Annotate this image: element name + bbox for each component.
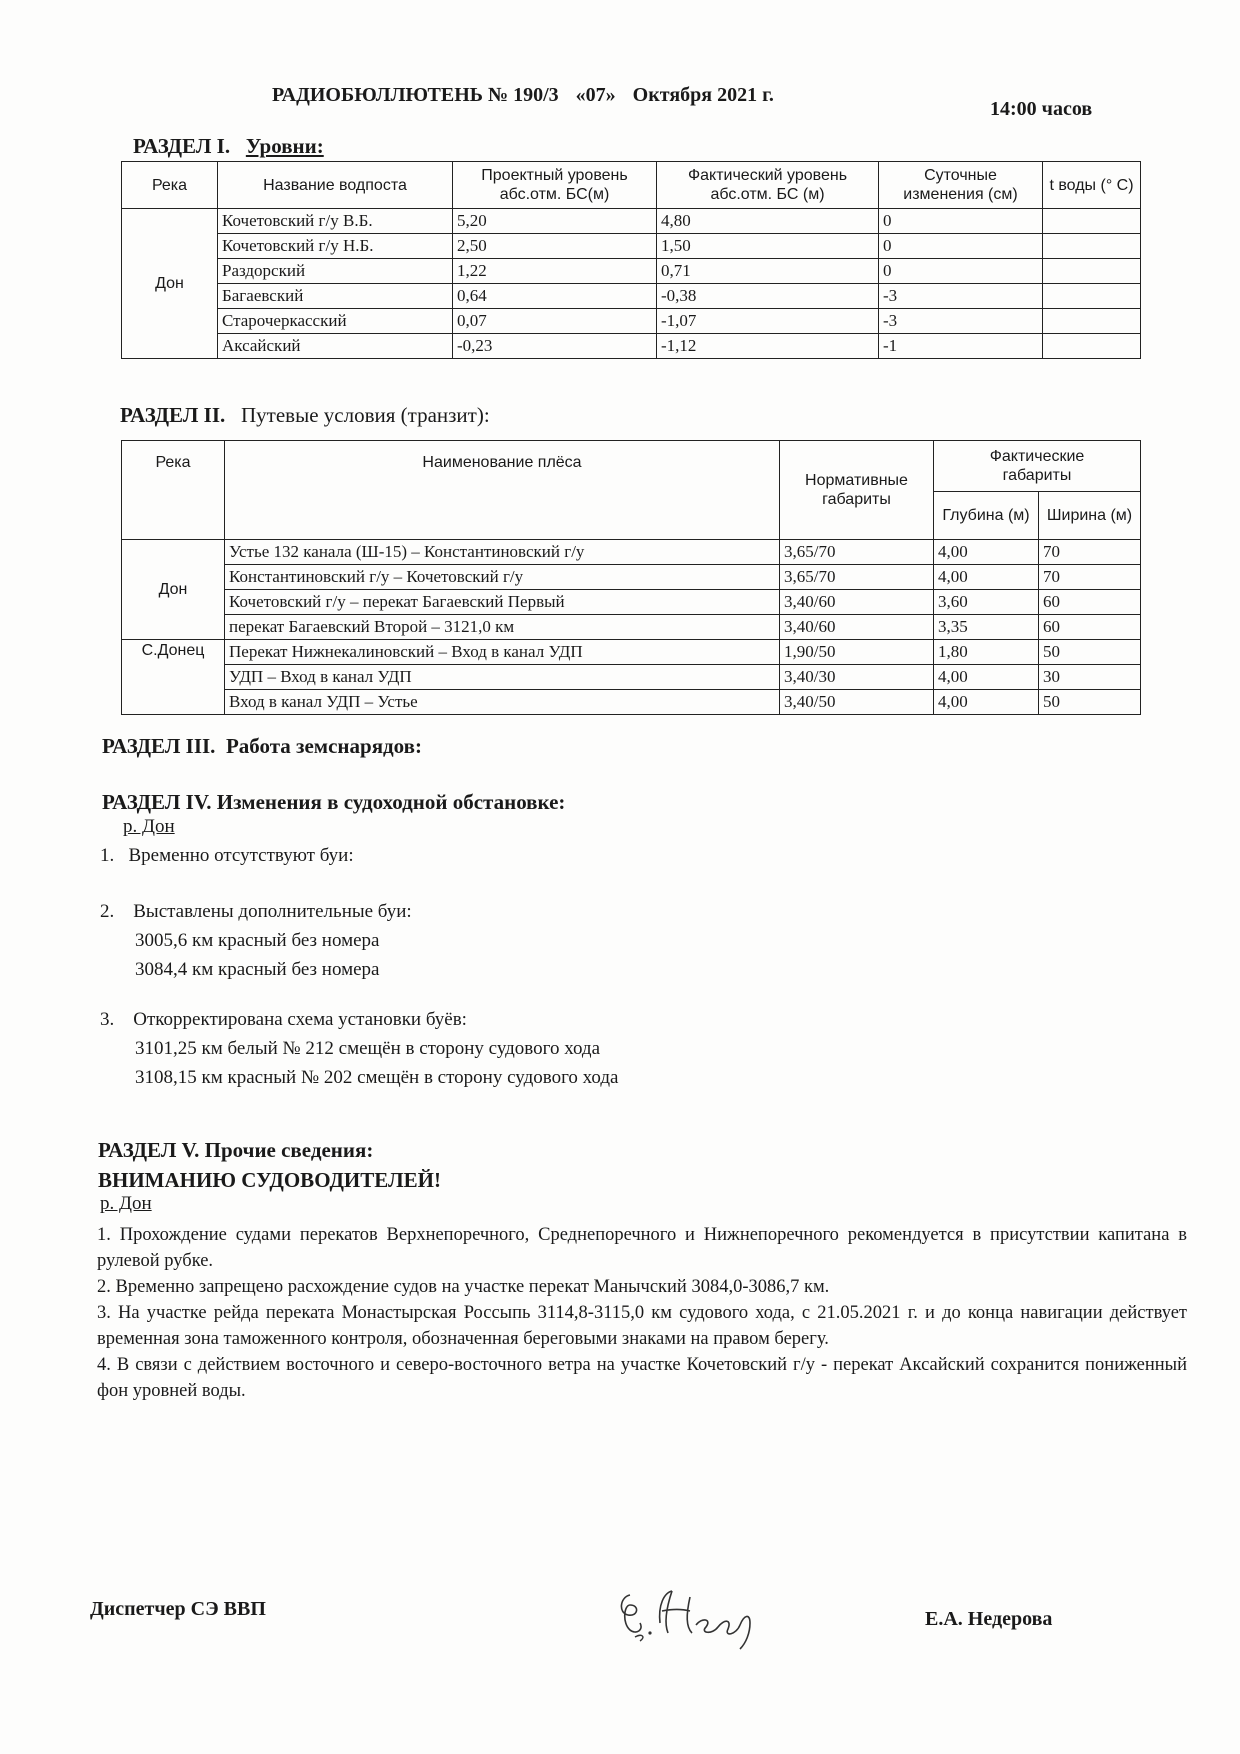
daily-change: -3 — [879, 284, 1043, 309]
bulletin-time: 14:00 часов — [990, 98, 1093, 120]
table-row — [122, 309, 1141, 334]
daily-change: 0 — [879, 259, 1043, 284]
table-row — [122, 690, 1141, 715]
transit-table — [121, 440, 1141, 715]
dispatcher-name: Е.А. Недерова — [925, 1608, 1053, 1630]
stretch-name: перекат Багаевский Второй – 3121,0 км — [225, 615, 780, 640]
norm-dims: 1,90/50 — [780, 640, 934, 665]
daily-change: -3 — [879, 309, 1043, 334]
transit-header-stretch: Наименование плёса — [225, 441, 780, 540]
actual-width: 70 — [1039, 565, 1141, 590]
transit-river: С.Донец — [122, 640, 225, 715]
stretch-name: Константиновский г/у – Кочетовский г/у — [225, 565, 780, 590]
water-temp — [1043, 309, 1141, 334]
list-item — [100, 845, 354, 867]
section-5-heading — [98, 1135, 441, 1195]
actual-level: 4,80 — [657, 209, 879, 234]
actual-level: -0,38 — [657, 284, 879, 309]
norm-dims: 3,65/70 — [780, 540, 934, 565]
norm-dims: 3,40/30 — [780, 665, 934, 690]
project-level: 0,07 — [453, 309, 657, 334]
notice-list — [97, 1222, 1187, 1404]
actual-level: 0,71 — [657, 259, 879, 284]
table-row — [122, 565, 1141, 590]
table-row — [122, 590, 1141, 615]
table-row — [122, 284, 1141, 309]
transit-header-actual: Фактические габариты — [934, 441, 1141, 492]
bulletin-date-rest: Октября 2021 г. — [632, 84, 774, 106]
levels-header-temp: t воды (° С) — [1043, 162, 1141, 209]
post-name: Старочеркасский — [218, 309, 453, 334]
norm-dims: 3,40/60 — [780, 590, 934, 615]
list-item — [100, 897, 412, 984]
actual-level: 1,50 — [657, 234, 879, 259]
post-name: Аксайский — [218, 334, 453, 359]
actual-depth: 4,00 — [934, 540, 1039, 565]
stretch-name: УДП – Вход в канал УДП — [225, 665, 780, 690]
levels-header-change: Суточные изменения (см) — [879, 162, 1043, 209]
project-level: 2,50 — [453, 234, 657, 259]
actual-width: 50 — [1039, 690, 1141, 715]
table-row — [122, 209, 1141, 234]
attention-heading: ВНИМАНИЮ СУДОВОДИТЕЛЕЙ! — [98, 1168, 441, 1192]
levels-header-post: Название водпоста — [218, 162, 453, 209]
actual-width: 70 — [1039, 540, 1141, 565]
norm-dims: 3,65/70 — [780, 565, 934, 590]
actual-depth: 3,35 — [934, 615, 1039, 640]
buoy-line: 3108,15 км красный № 202 смещён в сторону судового хода — [135, 1067, 619, 1088]
water-temp — [1043, 259, 1141, 284]
section-2-heading — [120, 403, 490, 428]
project-level: 0,64 — [453, 284, 657, 309]
section-4-label: РАЗДЕЛ IV. — [102, 790, 212, 814]
section-5-river: р. Дон — [100, 1193, 152, 1214]
levels-header-actual: Фактический уровень абс.отм. БС (м) — [657, 162, 879, 209]
bulletin-date-day: «07» — [575, 84, 616, 106]
transit-header-norm: Нормативные габариты — [780, 441, 934, 540]
project-level: 1,22 — [453, 259, 657, 284]
list-item: 1. Прохождение судами перекатов Верхнепоречного, Среднепоречного и Нижнепоречного рекомендуется в присутствии капитана в рулевой рубке. — [97, 1225, 1187, 1271]
table-row — [122, 540, 1141, 565]
item-number: 1. — [100, 845, 115, 866]
section-3-title: Работа земснарядов: — [225, 734, 422, 758]
table-row — [122, 640, 1141, 665]
levels-header-row — [122, 162, 1141, 209]
item-text: Временно отсутствуют буи: — [128, 845, 354, 866]
levels-header-river: Река — [122, 162, 218, 209]
buoy-line: 3101,25 км белый № 212 смещён в сторону судового хода — [135, 1038, 601, 1059]
actual-depth: 3,60 — [934, 590, 1039, 615]
water-temp — [1043, 209, 1141, 234]
levels-table — [121, 161, 1141, 359]
actual-width: 60 — [1039, 590, 1141, 615]
actual-depth: 4,00 — [934, 690, 1039, 715]
stretch-name: Кочетовский г/у – перекат Багаевский Первый — [225, 590, 780, 615]
section-5-label: РАЗДЕЛ V. — [98, 1138, 200, 1162]
table-row — [122, 234, 1141, 259]
transit-river: Дон — [122, 540, 225, 640]
section-4-title: Изменения в судоходной обстановке: — [216, 790, 566, 814]
item-text: Откорректирована схема установки буёв: — [133, 1009, 467, 1030]
section-4-heading — [102, 790, 565, 815]
water-temp — [1043, 334, 1141, 359]
actual-depth: 4,00 — [934, 565, 1039, 590]
list-item: 2. Временно запрещено расхождение судов на участке перекат Манычский 3084,0-3086,7 км. — [97, 1277, 830, 1297]
table-row — [122, 334, 1141, 359]
norm-dims: 3,40/50 — [780, 690, 934, 715]
actual-depth: 4,00 — [934, 665, 1039, 690]
norm-dims: 3,40/60 — [780, 615, 934, 640]
transit-header-row — [122, 441, 1141, 492]
post-name: Раздорский — [218, 259, 453, 284]
actual-width: 30 — [1039, 665, 1141, 690]
transit-header-river: Река — [122, 441, 225, 540]
post-name: Багаевский — [218, 284, 453, 309]
list-item: 3. На участке рейда переката Монастырская Россыпь 3114,8-3115,0 км судового хода, с 21.05.2021 г. и до конца навигации действует временная зона таможенного контроля, обозначенная береговыми знаками на правом берегу. — [97, 1303, 1187, 1349]
stretch-name: Перекат Нижнекалиновский – Вход в канал УДП — [225, 640, 780, 665]
section-4-river: р. Дон — [123, 816, 175, 837]
actual-width: 50 — [1039, 640, 1141, 665]
section-3-heading — [102, 734, 422, 759]
section-3-label: РАЗДЕЛ III. — [102, 734, 216, 758]
actual-depth: 1,80 — [934, 640, 1039, 665]
buoy-line: 3005,6 км красный без номера — [135, 930, 380, 951]
stretch-name: Устье 132 канала (Ш-15) – Константиновский г/у — [225, 540, 780, 565]
post-name: Кочетовский г/у Н.Б. — [218, 234, 453, 259]
daily-change: 0 — [879, 209, 1043, 234]
actual-level: -1,12 — [657, 334, 879, 359]
actual-level: -1,07 — [657, 309, 879, 334]
transit-header-width: Ширина (м) — [1039, 491, 1141, 539]
project-level: -0,23 — [453, 334, 657, 359]
table-row — [122, 259, 1141, 284]
item-number: 3. — [100, 1009, 115, 1030]
section-2-label: РАЗДЕЛ II. — [120, 403, 226, 427]
daily-change: -1 — [879, 334, 1043, 359]
daily-change: 0 — [879, 234, 1043, 259]
bulletin-number: РАДИОБЮЛЛЮТЕНЬ № 190/3 — [272, 84, 559, 106]
item-number: 2. — [100, 901, 115, 922]
table-row — [122, 665, 1141, 690]
levels-header-project: Проектный уровень абс.отм. БС(м) — [453, 162, 657, 209]
water-temp — [1043, 284, 1141, 309]
water-temp — [1043, 234, 1141, 259]
section-1-title: Уровни: — [245, 134, 324, 158]
project-level: 5,20 — [453, 209, 657, 234]
section-1-label: РАЗДЕЛ I. — [133, 134, 231, 158]
stretch-name: Вход в канал УДП – Устье — [225, 690, 780, 715]
transit-header-depth: Глубина (м) — [934, 491, 1039, 539]
section-5-title: Прочие сведения: — [204, 1138, 374, 1162]
handwritten-signature — [600, 1575, 780, 1655]
section-2-title: Путевые условия (транзит): — [241, 403, 490, 427]
bulletin-title — [272, 84, 786, 107]
levels-river: Дон — [122, 209, 218, 359]
list-item: 4. В связи с действием восточного и северо-восточного ветра на участке Кочетовский г/у - перекат Аксайский сохранится пониженный фон уровней воды. — [97, 1355, 1187, 1401]
post-name: Кочетовский г/у В.Б. — [218, 209, 453, 234]
actual-width: 60 — [1039, 615, 1141, 640]
item-text: Выставлены дополнительные буи: — [133, 901, 412, 922]
buoy-line: 3084,4 км красный без номера — [135, 959, 380, 980]
table-row — [122, 615, 1141, 640]
list-item — [100, 1005, 618, 1092]
dispatcher-position: Диспетчер СЭ ВВП — [90, 1598, 266, 1620]
section-1-heading — [133, 134, 324, 159]
